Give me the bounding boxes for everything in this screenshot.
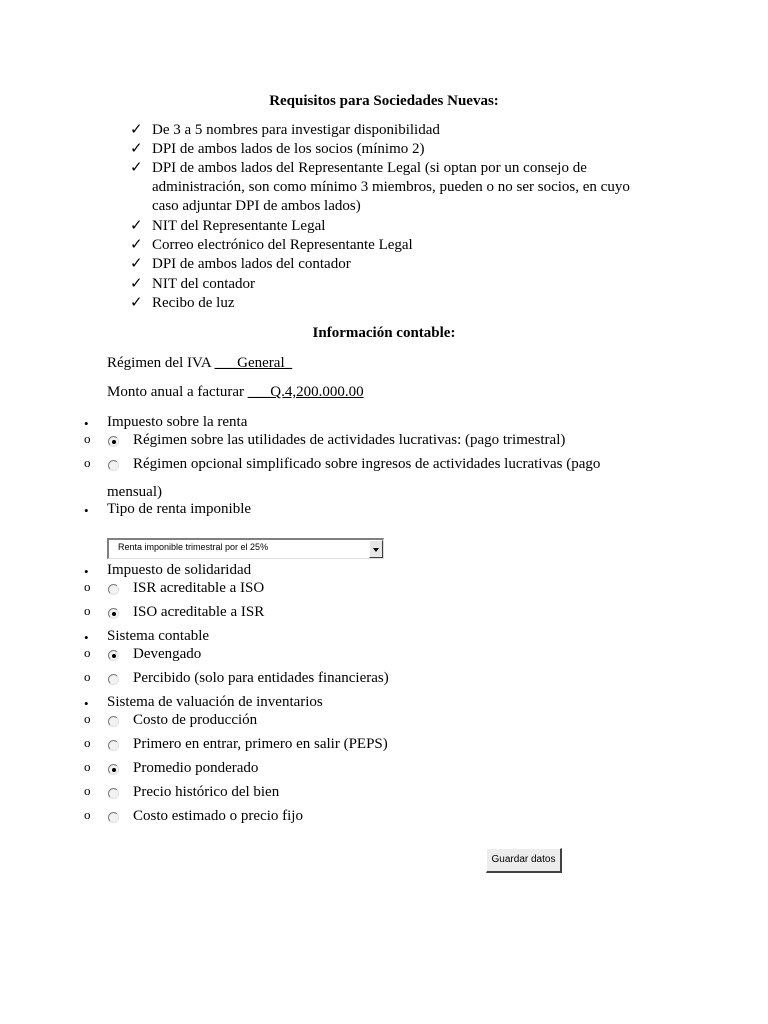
bullet-icon: • bbox=[84, 503, 89, 518]
sub-bullet-icon: o bbox=[84, 735, 91, 750]
sub-bullet-icon: o bbox=[84, 711, 91, 726]
tipo-renta-selected-value: Renta imponible trimestral por el 25% bbox=[118, 542, 269, 552]
radio-label: Devengado bbox=[133, 646, 202, 662]
requisito-item: Correo electrónico del Representante Legal bbox=[152, 237, 413, 253]
sub-bullet-icon: o bbox=[84, 579, 91, 594]
radio-label: Promedio ponderado bbox=[133, 760, 259, 776]
check-icon: ✓ bbox=[130, 141, 143, 157]
valuacion-label: Sistema de valuación de inventarios bbox=[107, 694, 323, 710]
requisito-item: DPI de ambos lados de los socios (mínimo 2) bbox=[152, 141, 425, 157]
radio-label: ISO acreditable a ISR bbox=[133, 604, 265, 620]
radio-label: Costo de producción bbox=[133, 712, 258, 728]
requisitos-title: Requisitos para Sociedades Nuevas: bbox=[269, 93, 499, 109]
radio-isr-utilidades[interactable] bbox=[108, 436, 119, 447]
bullet-icon: • bbox=[84, 696, 89, 711]
guardar-datos-button[interactable]: Guardar datos bbox=[486, 848, 562, 873]
sub-bullet-icon: o bbox=[84, 807, 91, 822]
radio-costo-produccion[interactable] bbox=[108, 716, 119, 727]
requisito-item: De 3 a 5 nombres para investigar disponibilidad bbox=[152, 122, 440, 138]
check-icon: ✓ bbox=[130, 256, 143, 272]
bullet-icon: • bbox=[84, 416, 89, 431]
requisito-item: NIT del contador bbox=[152, 276, 256, 292]
radio-label-continuation: mensual) bbox=[107, 484, 162, 500]
radio-selected-dot-icon bbox=[112, 654, 116, 658]
tipo-renta-label: Tipo de renta imponible bbox=[107, 501, 252, 517]
requisito-item: Recibo de luz bbox=[152, 295, 235, 311]
contable-title: Información contable: bbox=[312, 325, 456, 341]
check-icon: ✓ bbox=[130, 237, 143, 253]
sub-bullet-icon: o bbox=[84, 669, 91, 684]
radio-precio-historico[interactable] bbox=[108, 788, 119, 799]
regimen-iva-label: Régimen del IVA bbox=[107, 355, 211, 371]
check-icon: ✓ bbox=[130, 218, 143, 234]
sub-bullet-icon: o bbox=[84, 645, 91, 660]
radio-peps[interactable] bbox=[108, 740, 119, 751]
radio-label: Régimen sobre las utilidades de actividades lucrativas: (pago trimestral) bbox=[133, 432, 566, 448]
radio-label: Régimen opcional simplificado sobre ingresos de actividades lucrativas (pago bbox=[133, 456, 601, 472]
radio-label: ISR acreditable a ISO bbox=[133, 580, 265, 596]
radio-devengado[interactable] bbox=[108, 650, 119, 661]
requisito-item: DPI de ambos lados del contador bbox=[152, 256, 351, 272]
monto-anual-label: Monto anual a facturar bbox=[107, 384, 245, 400]
sub-bullet-icon: o bbox=[84, 455, 91, 470]
check-icon: ✓ bbox=[130, 160, 143, 176]
monto-anual-value: ___Q.4,200.000.00 bbox=[247, 384, 364, 400]
radio-isr-acreditable-iso[interactable] bbox=[108, 584, 119, 595]
solidaridad-label: Impuesto de solidaridad bbox=[107, 562, 252, 578]
check-icon: ✓ bbox=[130, 276, 143, 292]
radio-label: Percibido (solo para entidades financieras) bbox=[133, 670, 389, 686]
check-icon: ✓ bbox=[130, 295, 143, 311]
radio-selected-dot-icon bbox=[112, 612, 116, 616]
requisito-item: NIT del Representante Legal bbox=[152, 218, 326, 234]
radio-selected-dot-icon bbox=[112, 768, 116, 772]
tipo-renta-select[interactable] bbox=[107, 538, 384, 559]
regimen-iva-field bbox=[107, 354, 292, 373]
radio-costo-estimado[interactable] bbox=[108, 812, 119, 823]
check-icon: ✓ bbox=[130, 122, 143, 138]
radio-promedio-ponderado[interactable] bbox=[108, 764, 119, 775]
bullet-icon: • bbox=[84, 630, 89, 645]
requisito-item: DPI de ambos lados del Representante Legal (si optan por un consejo de administración, son como mínimo 3 miembros, pueden o no ser socios, en cuyo caso adjuntar DPI de ambos lados) bbox=[152, 160, 630, 214]
isr-label: Impuesto sobre la renta bbox=[107, 414, 248, 430]
radio-selected-dot-icon bbox=[112, 440, 116, 444]
sub-bullet-icon: o bbox=[84, 603, 91, 618]
sistema-contable-label: Sistema contable bbox=[107, 628, 210, 644]
regimen-iva-value: ___General_ bbox=[214, 355, 293, 371]
radio-label: Primero en entrar, primero en salir (PEPS) bbox=[133, 736, 388, 752]
radio-label: Costo estimado o precio fijo bbox=[133, 808, 303, 824]
radio-isr-simplificado[interactable] bbox=[108, 460, 119, 471]
dropdown-arrow-icon[interactable] bbox=[369, 540, 383, 558]
sub-bullet-icon: o bbox=[84, 759, 91, 774]
sub-bullet-icon: o bbox=[84, 431, 91, 446]
radio-iso-acreditable-isr[interactable] bbox=[108, 608, 119, 619]
radio-label: Precio histórico del bien bbox=[133, 784, 280, 800]
radio-percibido[interactable] bbox=[108, 674, 119, 685]
sub-bullet-icon: o bbox=[84, 783, 91, 798]
monto-anual-field bbox=[107, 383, 364, 402]
bullet-icon: • bbox=[84, 564, 89, 579]
